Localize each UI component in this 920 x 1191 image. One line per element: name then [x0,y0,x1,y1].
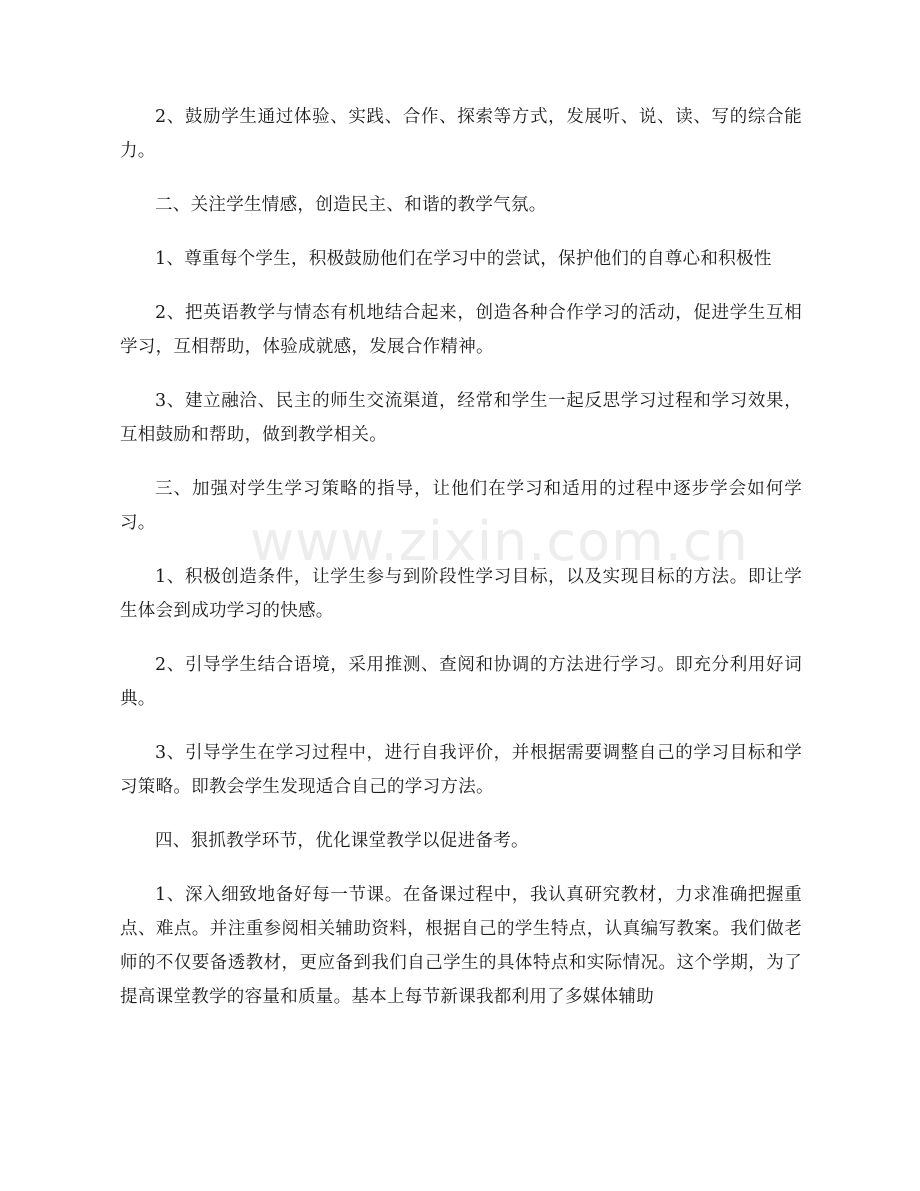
paragraph-3-3: 3、引导学生在学习过程中，进行自我评价，并根据需要调整自己的学习目标和学习策略。即教会学生发现适合自己的学习方法。 [120,743,802,797]
paragraph-3-2: 2、引导学生结合语境，采用推测、查阅和协调的方法进行学习。即充分利用好词典。 [120,655,802,709]
section-heading-2: 二、关注学生情感，创造民主、和谐的教学气氛。 [155,195,547,215]
paragraph-4-1: 1、深入细致地备好每一节课。在备课过程中，我认真研究教材，力求准确把握重点、难点。并注重参阅相关辅助资料，根据自己的学生特点，认真编写教案。我们做老师的不仅要备透教材，更应备到我们自己学生的具体特点和实际情况。这个学期，为了提高课堂教学的容量和质量。基本上每节新课我都利用了多媒体辅助 [120,885,802,1007]
paragraph-2-2: 2、把英语教学与情态有机地结合起来，创造各种合作学习的活动，促进学生互相学习，互相帮助，体验成就感，发展合作精神。 [120,303,802,357]
paragraph-3-1: 1、积极创造条件，让学生参与到阶段性学习目标，以及实现目标的方法。即让学生体会到成功学习的快感。 [120,567,802,621]
section-heading-3: 三、加强对学生学习策略的指导，让他们在学习和适用的过程中逐步学会如何学习。 [120,479,802,533]
section-heading-4: 四、狠抓教学环节，优化课堂教学以促进备考。 [155,831,529,851]
paragraph-2-3: 3、建立融洽、民主的师生交流渠道，经常和学生一起反思学习过程和学习效果，互相鼓励和帮助，做到教学相关。 [120,391,802,445]
paragraph-1: 2、鼓励学生通过体验、实践、合作、探索等方式，发展听、说、读、写的综合能力。 [120,107,802,161]
paragraph-2-1: 1、尊重每个学生，积极鼓励他们在学习中的尝试，保护他们的自尊心和积极性 [155,249,772,269]
watermark: www.zixin.com.cn [250,510,749,573]
document-body [120,100,802,1034]
